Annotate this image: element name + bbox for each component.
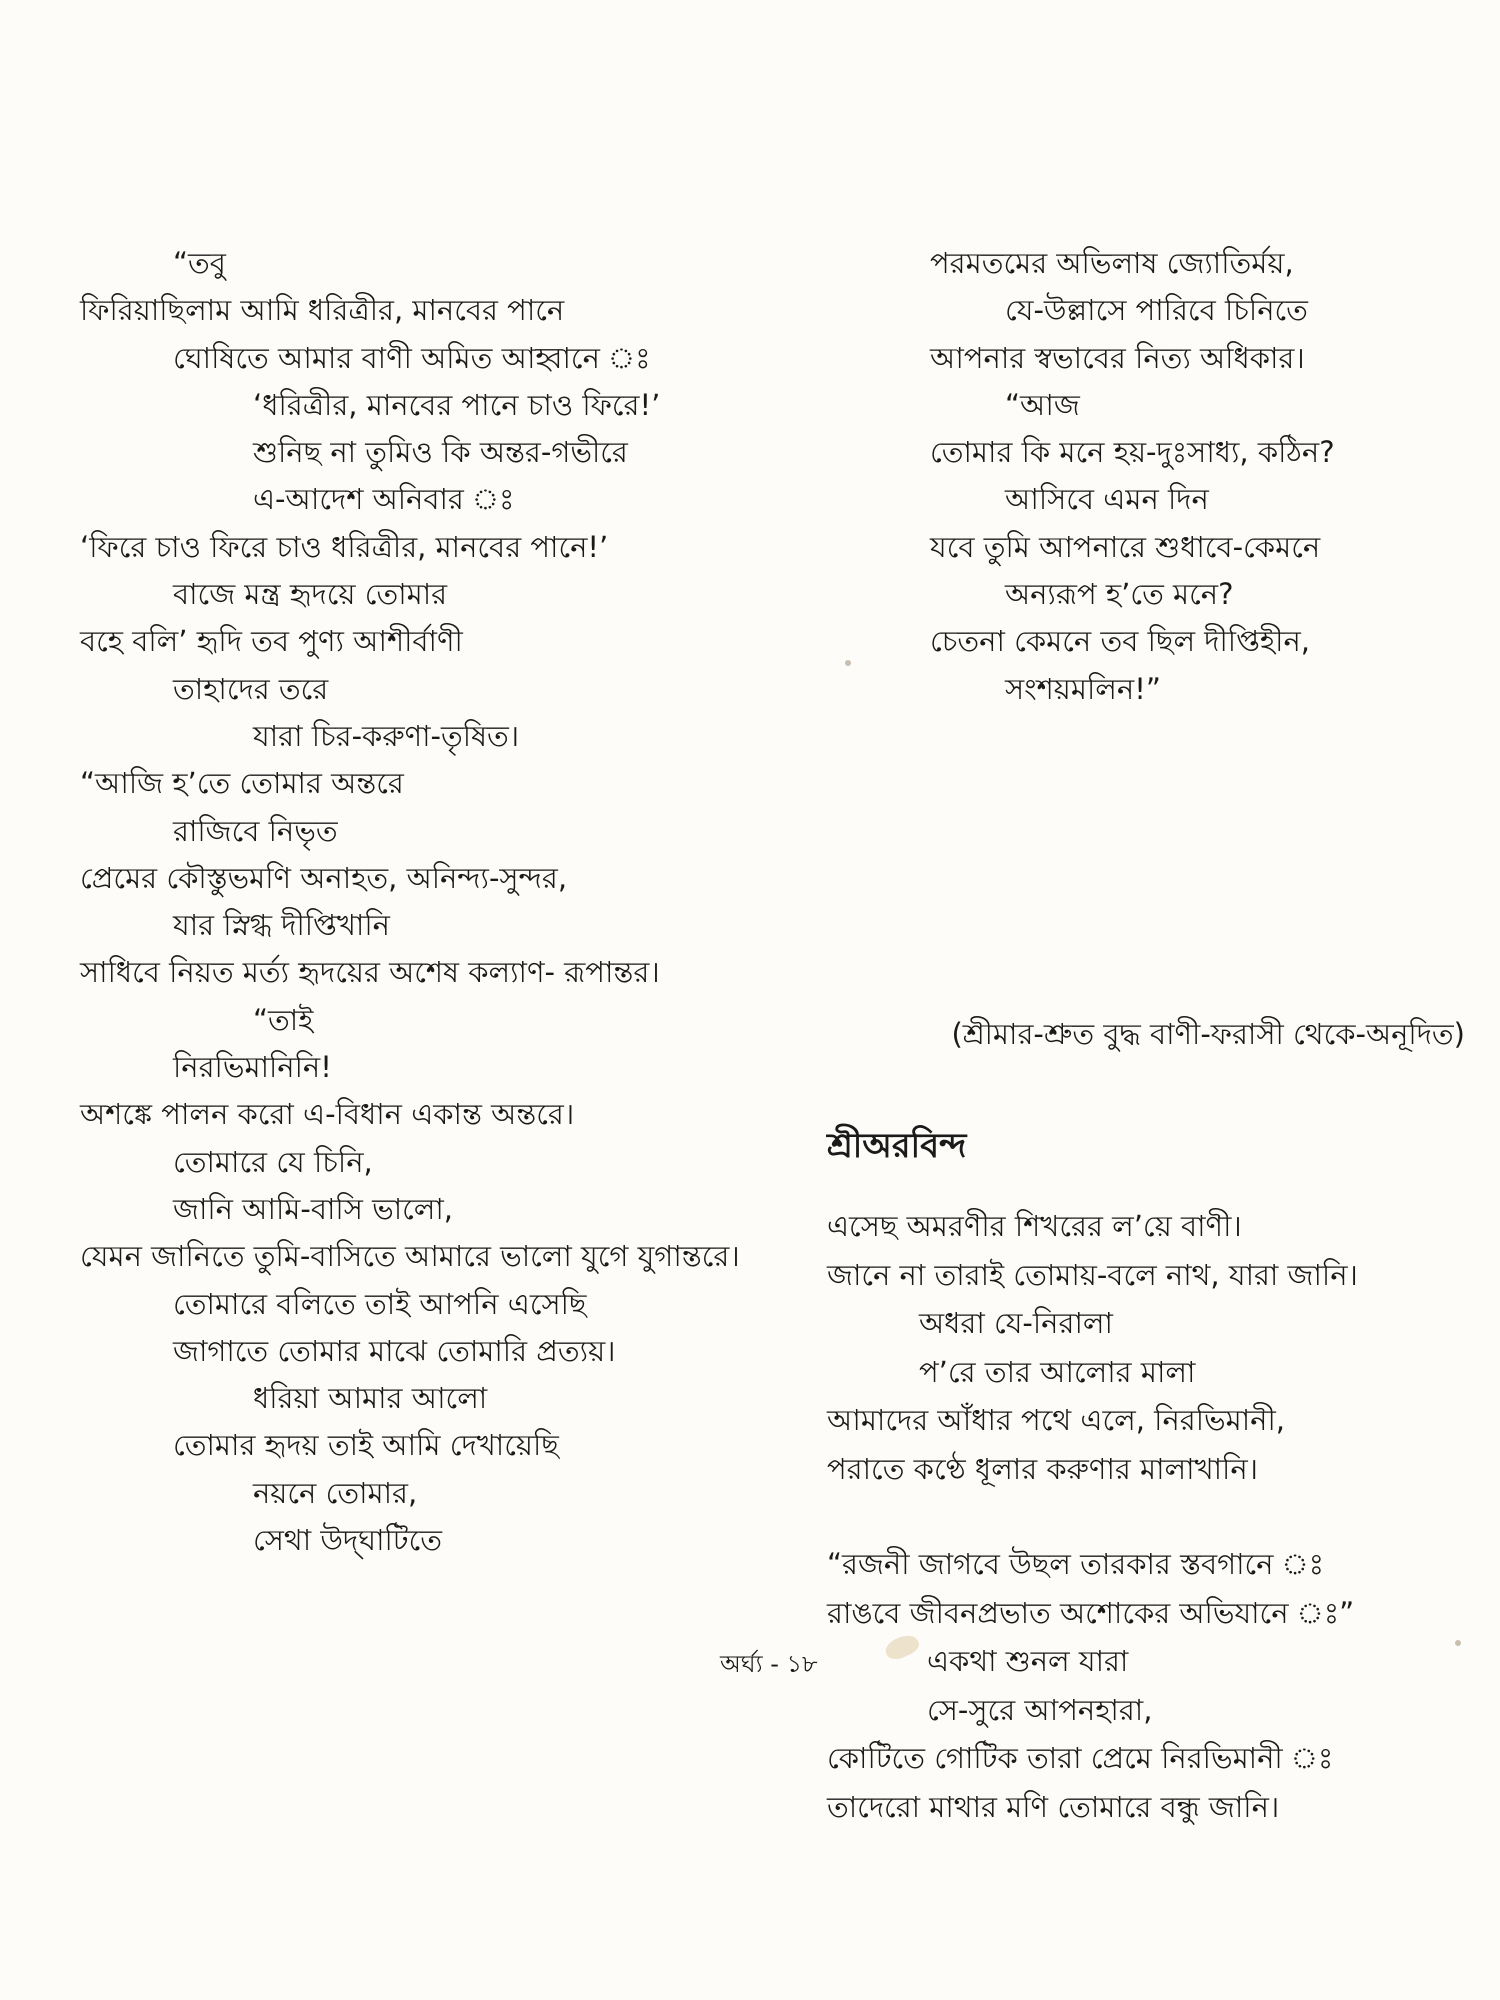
poem-line: অধরা যে-নিরালা — [919, 1306, 1113, 1340]
poem-line: “আজি হ’তে তোমার অন্তরে — [80, 766, 404, 801]
poem-line: জানে না তারাই তোমায়-বলে নাথ, যারা জানি। — [827, 1257, 1358, 1292]
poem-line: “আজ — [1005, 387, 1080, 422]
poem-line: তোমার কি মনে হয়-দুঃসাধ্য, কঠিন? — [930, 435, 1335, 470]
poem-line: প্রেমের কৌস্তুভমণি অনাহত, অনিন্দ্য-সুন্দর, — [80, 860, 568, 895]
poem-line: এ-আদেশ অনিবার ঃ — [253, 482, 515, 517]
poem-line: তোমার হৃদয় তাই আমি দেখায়েছি — [173, 1428, 559, 1463]
poem-stanza-2 — [827, 1540, 1354, 1831]
right-poem — [815, 240, 1465, 713]
poem-line: নয়নে তোমার, — [253, 1475, 418, 1510]
poem-line: এসেছ অমরণীর শিখরের ল’য়ে বাণী। — [827, 1209, 1242, 1243]
poem-line: পরমতমের অভিলাষ জ্যোতির্ময়, — [930, 246, 1294, 280]
poem-line: যে-উল্লাসে পারিবে চিনিতে — [1005, 293, 1308, 328]
poem-line: সাধিবে নিয়ত মর্ত্য হৃদয়ের অশেষ কল্যাণ- রূপান্তর। — [80, 955, 660, 990]
poem-line: অন্যরূপ হ’তে মনে? — [1005, 577, 1234, 612]
poem-line: নিরভিমানিনি! — [173, 1050, 332, 1085]
poem-line: যার স্নিগ্ধ দীপ্তিখানি — [173, 908, 390, 943]
poem-line: আসিবে এমন দিন — [1005, 482, 1209, 517]
poem-line: যেমন জানিতে তুমি-বাসিতে আমারে ভালো যুগে যুগান্তরে। — [80, 1239, 740, 1274]
poem-line: “তবু — [173, 246, 226, 280]
poem-line: ‘ফিরে চাও ফিরে চাও ধরিত্রীর, মানবের পানে!’ — [80, 529, 609, 564]
right-column — [815, 240, 1465, 1824]
poem-line: তোমারে বলিতে তাই আপনি এসেছি — [173, 1286, 587, 1321]
poem-heading: শ্রীঅরবিন্দ — [827, 1126, 967, 1166]
speck — [845, 660, 851, 666]
poem-line: একথা শুনল যারা — [927, 1644, 1129, 1678]
poem-stanza-1 — [827, 1202, 1358, 1493]
poem-line: “রজনী জাগবে উছল তারকার স্তবগানে ঃ — [827, 1547, 1325, 1581]
poem-line: শুনিছ না তুমিও কি অন্তর-গভীরে — [253, 435, 628, 470]
poem-line: কোটিতে গোটিক তারা প্রেমে নিরভিমানী ঃ — [827, 1741, 1334, 1775]
poem-line: তোমারে যে চিনি, — [173, 1144, 373, 1179]
left-column — [80, 240, 800, 1564]
poem-line: ধরিয়া আমার আলো — [253, 1381, 488, 1416]
poem-line: সে-সুরে আপনহারা, — [927, 1692, 1153, 1727]
poem-line: রাজিবে নিভৃত — [173, 813, 338, 848]
poem-line: ‘ধরিত্রীর, মানবের পানে চাও ফিরে!’ — [253, 387, 661, 422]
poem-line: অশঙ্কে পালন করো এ-বিধান একান্ত অন্তরে। — [80, 1097, 575, 1132]
poem-line: বাজে মন্ত্র হৃদয়ে তোমার — [173, 577, 448, 612]
poem-line: পরাতে কণ্ঠে ধূলার করুণার মালাখানি। — [827, 1451, 1258, 1486]
poem-line: তাদেরো মাথার মণি তোমারে বন্ধু জানি। — [827, 1789, 1280, 1824]
poem-line: আমাদের আঁধার পথে এলে, নিরভিমানী, — [827, 1403, 1285, 1437]
poem-line: যারা চির-করুণা-তৃষিত। — [253, 718, 520, 753]
poem-line: চেতনা কেমনে তব ছিল দীপ্তিহীন, — [930, 624, 1310, 659]
poem-line: রাঙবে জীবনপ্রভাত অশোকের অভিযানে ঃ” — [827, 1595, 1355, 1630]
poem-line: ঘোষিতে আমার বাণী অমিত আহ্বানে ঃ — [173, 340, 651, 375]
poem-line: সংশয়মলিন!” — [1005, 671, 1161, 706]
poem-line: তাহাদের তরে — [173, 671, 329, 706]
poem-line: জানি আমি-বাসি ভালো, — [173, 1191, 453, 1226]
page-footer: অর্ঘ্য - ১৮ — [720, 1650, 818, 1678]
poem-line: ফিরিয়াছিলাম আমি ধরিত্রীর, মানবের পানে — [80, 293, 565, 328]
speck — [1455, 1640, 1461, 1646]
poem-line: জাগাতে তোমার মাঝে তোমারি প্রত্যয়। — [173, 1333, 616, 1368]
poem-line: “তাই — [253, 1002, 314, 1037]
poem-line: আপনার স্বভাবের নিত্য অধিকার। — [930, 340, 1305, 375]
poem-line: প’রে তার আলোর মালা — [919, 1354, 1196, 1389]
attribution: (শ্রীমার-শ্রুত বুদ্ধ বাণী-ফরাসী থেকে-অনূদিত) — [951, 1017, 1465, 1051]
poem-line: যবে তুমি আপনারে শুধাবে-কেমনে — [930, 529, 1321, 564]
poem-line: বহে বলি’ হৃদি তব পুণ্য আশীর্বাণী — [80, 624, 463, 659]
poem-line: সেথা উদ্‌ঘাটিতে — [253, 1523, 442, 1558]
